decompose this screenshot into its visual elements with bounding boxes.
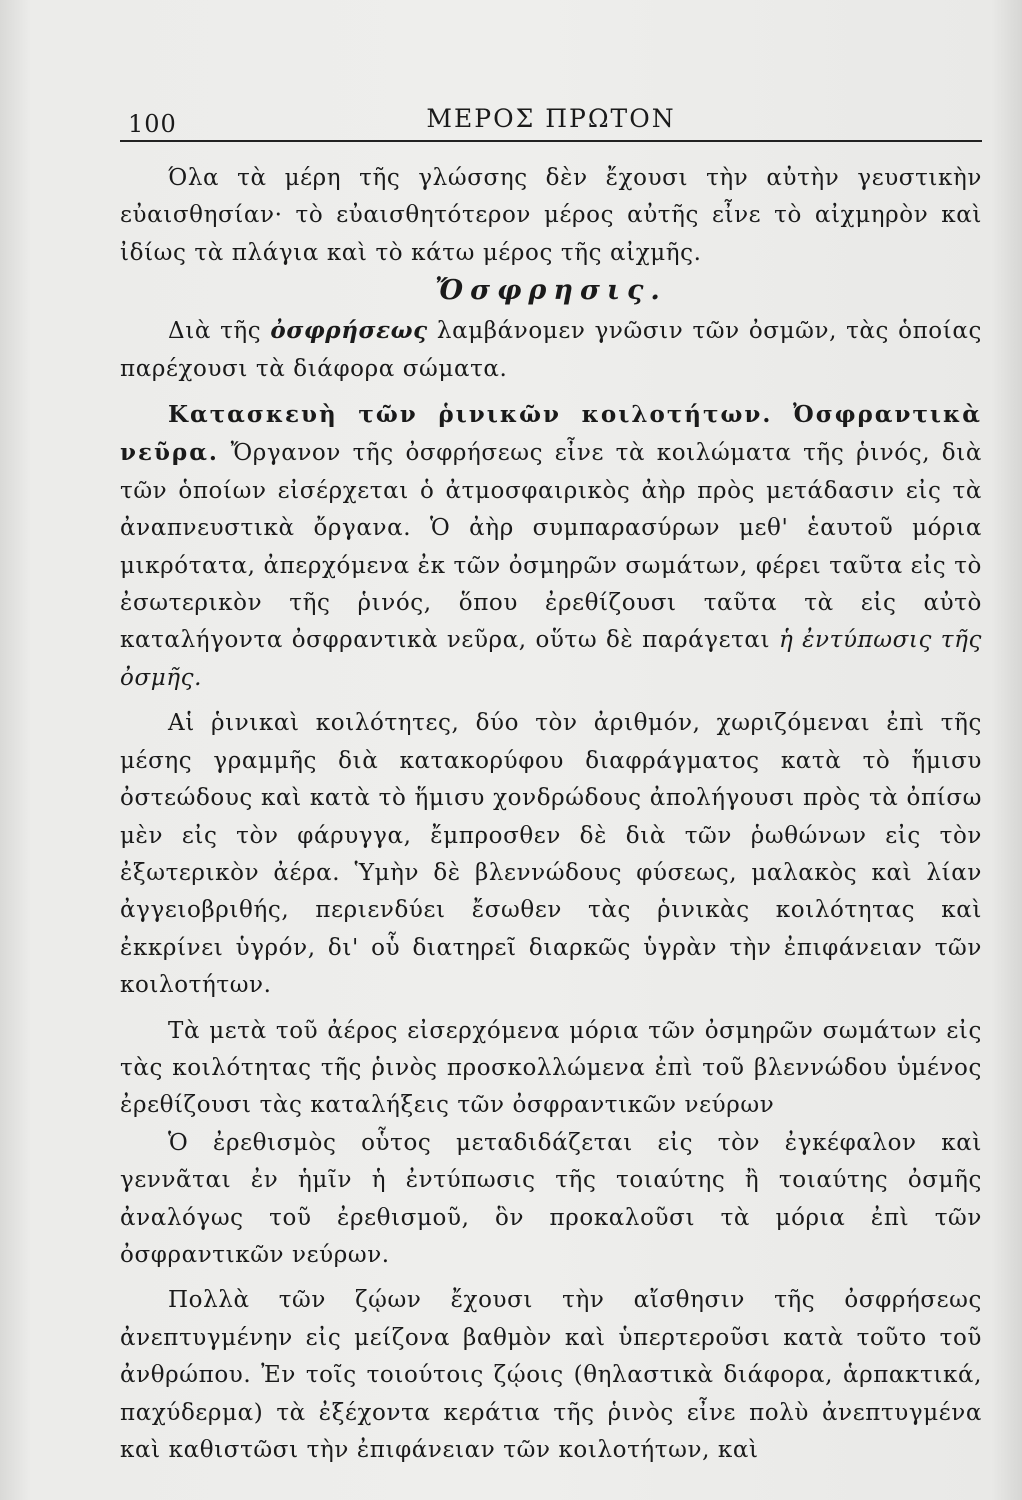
section-title: Ὄσφρησις. <box>435 275 667 307</box>
paragraph-smell-definition <box>120 312 982 388</box>
paragraph-brain-stimulus: Ὁ ἐρεθισμὸς οὗτος μεταδιδάζεται εἰς τὸν ἐγκέφαλον καὶ γεννᾶται ἐν ἡμῖν ἡ ἐντύπωσις τῆς τοιαύτης ἢ τοιαύτης ὀσμῆς ἀναλόγως τοῦ ἐρεθισμοῦ, ὃν προκαλοῦσι τὰ μόρια ἐπὶ τῶν ὀσφραντικῶν νεύρων. <box>120 1129 982 1268</box>
paragraph-text: Ὄργανον τῆς ὀσφρήσεως εἶνε τὰ κοιλώματα τῆς ῥινός, διὰ τῶν ὁποίων εἰσέρχεται ὁ ἀτμοσφαιρικὸς ἀὴρ πρὸς μετάδασιν εἰς τὰ ἀναπνευστικὰ ὄργανα. Ὁ ἀὴρ συμπαρασύρων μεθ' ἑαυτοῦ μόρια μικρότατα, ἀπερχόμενα ἐκ τῶν ὀσμηρῶν σωμάτων, φέρει ταῦτα εἰς τὸ ἐσωτερικὸν τῆς ῥινός, ὅπου ἐρεθίζουσι ταῦτα τὰ εἰς αὐτὸ καταλήγοντα ὀσφραντικὰ νεῦρα, οὕτω δὲ παράγεται <box>120 440 982 654</box>
paragraph-text: λαμβάνομεν γνῶσιν τῶν ὀσμῶν, τὰς ὁποίας παρέχουσι τὰ διάφορα σώματα. <box>120 318 982 382</box>
page-header <box>120 100 982 142</box>
paragraph-text: Διὰ τῆς <box>168 318 262 345</box>
paragraph-taste-sensitivity: Όλα τὰ μέρη τῆς γλώσσης δὲν ἔχουσι τὴν αὐτὴν γευστικὴν εὐαισθησίαν· τὸ εὐαισθητότερον μέρος αὐτῆς εἶνε τὸ αἰχμηρὸν καὶ ἰδίως τὰ πλάγια καὶ τὸ κάτω μέρος τῆς αἰχμῆς. <box>120 165 982 266</box>
paragraph-nasal-cavities: Αἱ ῥινικαὶ κοιλότητες, δύο τὸν ἀριθμόν, χωριζόμεναι ἐπὶ τῆς μέσης γραμμῆς διὰ κατακορύφου διαφράγματος κατὰ τὸ ἥμισυ ὀστεώδους καὶ κατὰ τὸ ἥμισυ χονδρώδους ἀπολήγουσι πρὸς τὰ ὀπίσω μὲν εἰς τὸν φάρυγγα, ἔμπροσθεν δὲ διὰ τῶν ῥωθώνων εἰς τὸν ἐξωτερικὸν ἀέρα. Ὑμὴν δὲ βλεννώδους φύσεως, μαλακὸς καὶ λίαν ἀγγειοβριθής, περιενδύει ἔσωθεν τὰς ῥινικὰς κοιλότητας καὶ ἐκκρίνει ὑγρόν, δι' οὗ διατηρεῖ διαρκῶς ὑγρὰν τὴν ἐπιφάνειαν τῶν κοιλοτήτων. <box>120 710 982 999</box>
paragraph-animals-smell: Πολλὰ τῶν ζῴων ἔχουσι τὴν αἴσθησιν τῆς ὀσφρήσεως ἀνεπτυγμένην εἰς μείζονα βαθμὸν καὶ ὑπερτεροῦσι κατὰ τοῦτο τοῦ ἀνθρώπου. Ἐν τοῖς τοιούτοις ζῴοις (θηλαστικὰ διάφορα, ἁρπακτικά, παχύδερμα) τὰ ἐξέχοντα κεράτια τῆς ῥινὸς εἶνε πολὺ ἀνεπτυγμένα καὶ καθιστῶσι τὴν ἐπιφάνειαν τῶν κοιλοτήτων, καὶ <box>120 1287 982 1463</box>
page-number: 100 <box>128 110 177 138</box>
paragraph-odor-particles: Τὰ μετὰ τοῦ ἀέρος εἰσερχόμενα μόρια τῶν ὀσμηρῶν σωμάτων εἰς τὰς κοιλότητας τῆς ῥινὸς προσκολλώμενα ἐπὶ τοῦ βλεννώδου ὑμένος ἐρεθίζουσι τὰς καταλήξεις τῶν ὀσφραντικῶν νεύρων <box>120 1017 982 1119</box>
emphasized-term: ἡ ἐντύπωσις τῆς ὀσμῆς. <box>120 627 982 691</box>
emphasized-term: ὀσφρήσεως <box>270 317 428 345</box>
body-text <box>120 160 982 1469</box>
running-head: ΜΕΡΟΣ ΠΡΩΤΟΝ <box>426 104 676 133</box>
subsection-heading: Κατασκευὴ τῶν ῥινικῶν κοιλοτήτων. Ὀσφραντικὰ νεῦρα. <box>120 401 982 467</box>
paragraph-nasal-structure <box>120 396 982 697</box>
